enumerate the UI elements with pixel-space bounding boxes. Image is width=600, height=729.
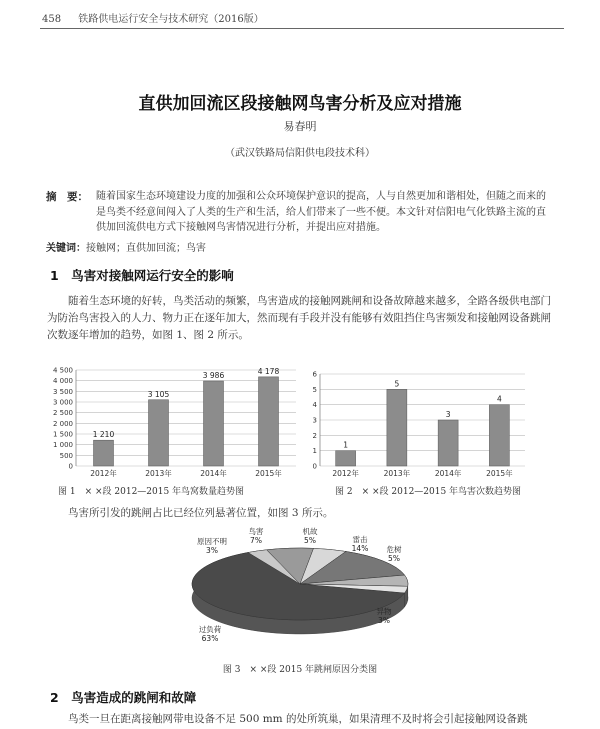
pie-slice-percent: 7% <box>250 536 262 545</box>
bar <box>94 440 114 466</box>
y-tick-label: 1 000 <box>52 441 73 450</box>
figure-1-plot <box>53 367 296 479</box>
paper-title: 直供加回流区段接触网鸟害分析及应对措施 <box>138 94 462 114</box>
x-tick-label: 2015年 <box>486 469 513 478</box>
x-tick-label: 2015年 <box>255 469 282 478</box>
y-tick-label: 2 500 <box>52 409 73 418</box>
bar-value-label: 3 986 <box>202 370 225 380</box>
figure-2-plot <box>313 371 525 479</box>
pie-slice-percent: 5% <box>304 536 316 545</box>
x-tick-label: 2012年 <box>332 469 359 478</box>
y-tick-label: 5 <box>312 385 317 394</box>
y-tick-label: 0 <box>68 462 73 471</box>
keywords <box>46 239 206 254</box>
header-divider <box>40 28 564 29</box>
bar-value-label: 3 105 <box>147 389 170 399</box>
pie-slice-percent: 5% <box>388 554 400 563</box>
y-tick-label: 3 000 <box>52 398 73 407</box>
bar <box>489 405 509 466</box>
bar <box>336 451 356 466</box>
section-1-paragraph-2: 鸟害所引发的跳闸占比已经位列悬著位置，如图 3 所示。 <box>68 507 334 519</box>
page-number: 458 <box>42 14 62 25</box>
bar-value-label: 4 <box>496 394 502 404</box>
keywords-label: 关键词： <box>46 243 86 254</box>
y-tick-label: 1 500 <box>52 430 73 439</box>
bar <box>149 400 169 466</box>
figure-2-bar-chart <box>302 362 532 482</box>
abstract-text: 随着国家生态环境建设力度的加强和公众环境保护意识的提高，人与自然更加和谐相处，但随之而来的是鸟类不经意间闯入了人类的生产和生活，给人们带来了一些不便。本文针对信阳电气化铁路主流的直供加回流供电方式下接触网鸟害情况进行分析，并提出应对措施。 <box>96 191 546 233</box>
affiliation: （武汉铁路局信阳供电段技术科） <box>225 148 375 159</box>
author: 易春明 <box>283 120 317 133</box>
figure-3-pie-chart <box>150 522 450 654</box>
bar <box>259 377 279 466</box>
section-1-heading: 1 鸟害对接触网运行安全的影响 <box>50 268 234 283</box>
pie-slice-name: 机故 <box>302 527 318 536</box>
bar <box>204 381 224 466</box>
x-tick-label: 2013年 <box>145 469 172 478</box>
y-tick-label: 3 500 <box>52 387 73 396</box>
x-tick-label: 2014年 <box>200 469 227 478</box>
bar-value-label: 1 210 <box>92 430 115 440</box>
bar <box>387 389 407 466</box>
figure-3-caption: 图 3 × ×段 2015 年跳闸原因分类图 <box>222 665 378 675</box>
bar-value-label: 1 <box>343 440 349 450</box>
y-tick-label: 4 500 <box>52 366 73 375</box>
figure-1-bar-chart <box>40 362 302 482</box>
pie-slice-name: 雷击 <box>352 535 368 544</box>
x-tick-label: 2014年 <box>434 469 462 478</box>
y-tick-label: 3 <box>312 416 317 425</box>
figure-2-caption: 图 2 × ×段 2012—2015 年鸟害次数趋势图 <box>335 487 522 497</box>
pie-slice-name: 异物 <box>376 607 392 616</box>
pie-slice-name: 危树 <box>386 545 402 554</box>
y-tick-label: 2 000 <box>52 419 73 428</box>
pie-slice-name: 鸟害 <box>248 527 264 536</box>
y-tick-label: 0 <box>312 462 317 471</box>
pie-slice-percent: 3% <box>206 546 218 555</box>
abstract-label: 摘 要： <box>46 191 88 203</box>
bar-value-label: 3 <box>445 410 451 419</box>
section-2-paragraph-1: 鸟类一旦在距离接触网带电设备不足 500 mm 的处所筑巢，如果清理不及时将会引起接触网设备跳 <box>68 713 528 725</box>
book-title: 铁路供电运行安全与技术研究（2016版） <box>78 14 264 25</box>
x-tick-label: 2013年 <box>383 469 411 478</box>
y-tick-label: 4 000 <box>52 377 73 386</box>
figure-1-caption: 图 1 × ×段 2012—2015 年鸟窝数量趋势图 <box>58 487 245 497</box>
keywords-text: 接触网；直供加回流；鸟害 <box>86 243 206 254</box>
figure-3-plot <box>192 526 408 643</box>
section-2-heading: 2 鸟害造成的跳闸和故障 <box>50 690 197 705</box>
bar-value-label: 5 <box>394 379 400 389</box>
pie-slice-name: 过负荷 <box>198 625 222 634</box>
y-tick-label: 6 <box>312 370 317 379</box>
running-header <box>42 10 264 25</box>
x-tick-label: 2012年 <box>90 469 117 478</box>
pie-slice-percent: 14% <box>351 544 369 553</box>
pie-slice-percent: 63% <box>201 634 219 643</box>
section-1-paragraph-1: 随着生态环境的好转，鸟类活动的频繁，鸟害造成的接触网跳闸和设备故障越来越多，全路各级供电部门为防治鸟害投入的人力、物力正在逐年加大，然而现有手段并没有能够有效阻挡住鸟害频发和接触网设备跳闸次数逐年增加的趋势，如图 1、图 2 所示。 <box>47 295 551 341</box>
bar <box>438 420 458 466</box>
bar-value-label: 4 178 <box>257 366 280 376</box>
y-tick-label: 4 <box>312 401 317 410</box>
pie-slice-percent: 3% <box>378 616 390 625</box>
y-tick-label: 2 <box>312 431 317 440</box>
y-tick-label: 500 <box>59 451 73 460</box>
pie-slice-name: 原因不明 <box>197 537 227 546</box>
y-tick-label: 1 <box>312 447 317 456</box>
